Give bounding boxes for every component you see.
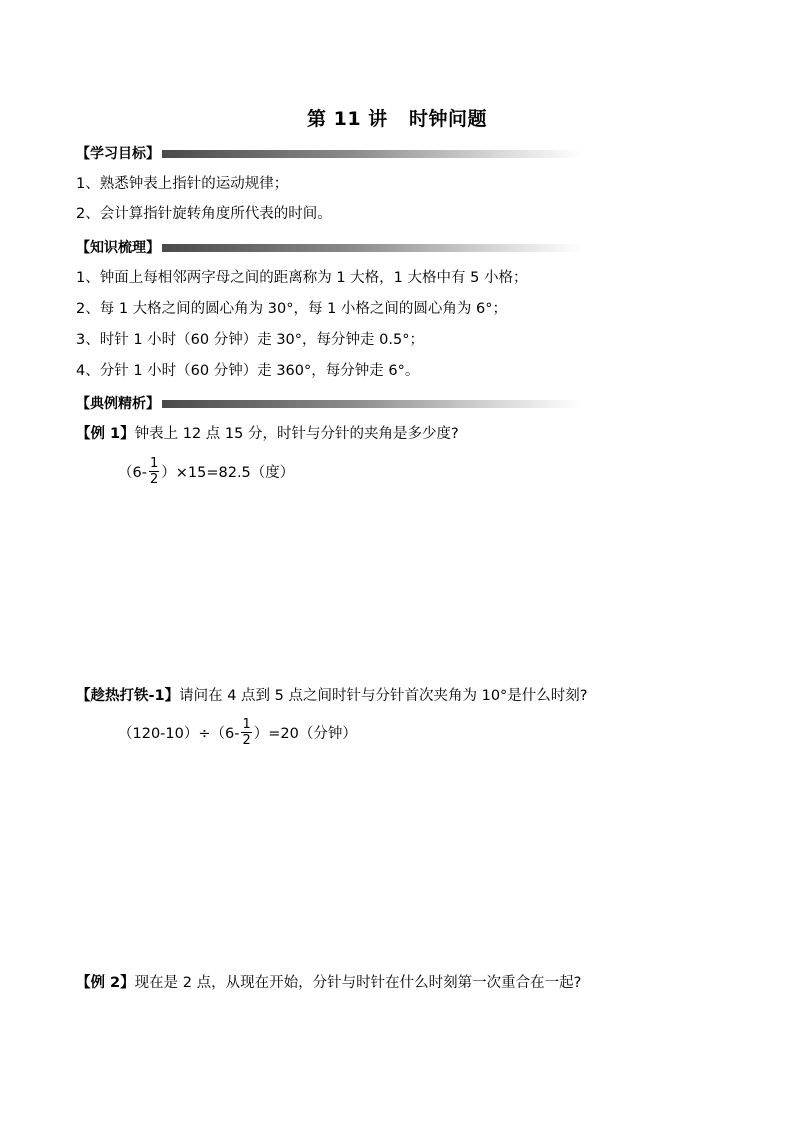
question-text: 现在是 2 点，从现在开始，分针与时针在什么时刻第一次重合在一起? (134, 975, 582, 991)
calc-prefix: （120-10）÷（6- (118, 726, 240, 742)
fraction-denominator: 2 (149, 472, 159, 487)
example-tag: 【例 2】 (76, 975, 135, 991)
knowledge-item: 4、分针 1 小时（60 分钟）走 360°，每分钟走 6°。 (76, 363, 420, 379)
section-divider-bar (162, 400, 582, 408)
section-label: 【学习目标】 (76, 146, 160, 162)
section-divider-bar (162, 150, 582, 158)
section-divider-bar (162, 244, 582, 252)
section-header-examples (76, 394, 582, 414)
example-tag: 【例 1】 (76, 426, 135, 442)
knowledge-item: 2、每 1 大格之间的圆心角为 30°，每 1 小格之间的圆心角为 6°； (76, 301, 508, 317)
section-label: 【典例精析】 (76, 396, 160, 412)
fraction (149, 456, 159, 487)
practice-1-solution (118, 717, 357, 748)
section-header-knowledge (76, 238, 582, 258)
section-header-goals (76, 144, 582, 164)
example-1-solution (118, 456, 294, 487)
calc-suffix: ）=20（分钟） (253, 726, 357, 742)
fraction-numerator: 1 (242, 717, 251, 732)
fraction-denominator: 2 (242, 733, 251, 748)
example-2-question (76, 973, 581, 993)
section-label: 【知识梳理】 (76, 240, 160, 256)
goal-item: 1、熟悉钟表上指针的运动规律； (76, 176, 289, 192)
goal-item: 2、会计算指针旋转角度所代表的时间。 (76, 206, 332, 222)
page-title: 第 11 讲 时钟问题 (306, 108, 487, 130)
calc-suffix: ）×15=82.5（度） (161, 465, 295, 481)
knowledge-item: 3、时针 1 小时（60 分钟）走 30°，每分钟走 0.5°； (76, 332, 424, 348)
fraction (241, 717, 251, 748)
example-1-question (76, 424, 459, 444)
question-text: 请问在 4 点到 5 点之间时针与分针首次夹角为 10°是什么时刻? (179, 688, 588, 704)
practice-1-question (76, 686, 588, 706)
question-text: 钟表上 12 点 15 分，时针与分针的夹角是多少度? (134, 426, 459, 442)
knowledge-item: 1、钟面上每相邻两字母之间的距离称为 1 大格，1 大格中有 5 小格； (76, 270, 528, 286)
practice-tag: 【趁热打铁-1】 (76, 688, 180, 704)
fraction-numerator: 1 (149, 456, 159, 471)
calc-prefix: （6- (118, 465, 147, 481)
